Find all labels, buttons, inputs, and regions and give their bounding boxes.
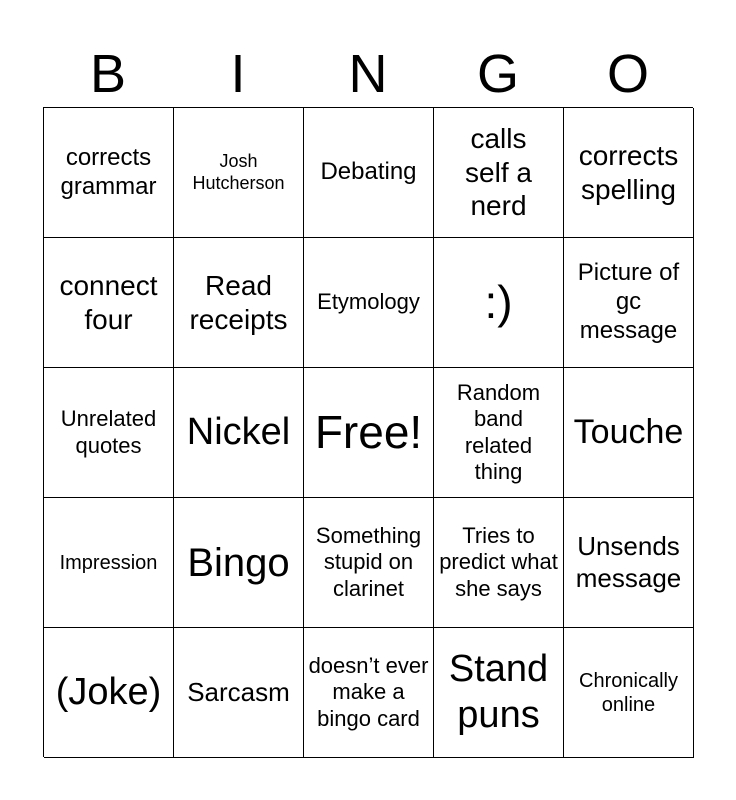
header-letter-n: N <box>348 44 388 104</box>
bingo-cell[interactable] <box>564 108 694 238</box>
bingo-cell[interactable] <box>564 368 694 498</box>
cell-label: Unsends message <box>575 531 682 593</box>
bingo-cell[interactable] <box>44 628 174 758</box>
bingo-cell[interactable] <box>44 238 174 368</box>
bingo-cell[interactable] <box>434 498 564 628</box>
cell-label: Stand puns <box>448 647 549 736</box>
header-letter-o: O <box>606 44 649 104</box>
cell-label: connect four <box>59 269 158 335</box>
cell-label: Impression <box>59 551 158 574</box>
cell-label: Free! <box>314 405 423 458</box>
bingo-cell[interactable] <box>174 108 304 238</box>
bingo-cell[interactable] <box>44 108 174 238</box>
bingo-cell[interactable] <box>304 238 434 368</box>
cell-label: Josh Hutcherson <box>192 150 285 193</box>
cell-label: Bingo <box>187 540 290 585</box>
cell-label: Random band related thing <box>456 379 541 484</box>
cell-label: Picture of gc message <box>577 259 680 344</box>
cell-label: Etymology <box>317 289 420 315</box>
cell-label: Something stupid on clarinet <box>315 522 422 601</box>
bingo-cell[interactable] <box>304 108 434 238</box>
bingo-cell[interactable] <box>174 628 304 758</box>
cell-label: Nickel <box>186 410 291 453</box>
bingo-cell[interactable] <box>434 628 564 758</box>
bingo-cell[interactable] <box>434 238 564 368</box>
cell-label: Touche <box>573 413 684 452</box>
cell-label: Tries to predict what she says <box>439 522 558 601</box>
cell-label: Read receipts <box>189 269 288 335</box>
cell-label: Unrelated quotes <box>60 406 157 458</box>
bingo-cell[interactable] <box>174 368 304 498</box>
cell-label: corrects grammar <box>60 143 157 200</box>
cell-label: (Joke) <box>55 670 162 713</box>
cell-label: Sarcasm <box>187 676 290 707</box>
bingo-cell[interactable] <box>174 238 304 368</box>
bingo-cell[interactable] <box>174 498 304 628</box>
bingo-cell[interactable] <box>304 628 434 758</box>
bingo-cell[interactable] <box>434 368 564 498</box>
bingo-header <box>43 42 693 106</box>
bingo-cell[interactable] <box>564 498 694 628</box>
bingo-cell[interactable] <box>304 498 434 628</box>
cell-label: Debating <box>320 158 417 186</box>
header-letter-i: I <box>230 44 246 104</box>
bingo-cell[interactable] <box>44 368 174 498</box>
cell-label: corrects spelling <box>578 139 679 205</box>
cell-label: Chronically online <box>579 669 678 716</box>
bingo-cell[interactable] <box>564 238 694 368</box>
free-space-cell[interactable] <box>304 368 434 498</box>
header-letter-b: B <box>89 44 127 104</box>
bingo-cell[interactable] <box>434 108 564 238</box>
cell-label: doesn’t ever make a bingo card <box>308 652 429 731</box>
cell-label: :) <box>484 275 513 328</box>
header-letter-g: G <box>476 44 519 104</box>
cell-label: calls self a nerd <box>465 123 532 222</box>
bingo-board <box>43 107 693 757</box>
bingo-cell[interactable] <box>44 498 174 628</box>
bingo-cell[interactable] <box>564 628 694 758</box>
